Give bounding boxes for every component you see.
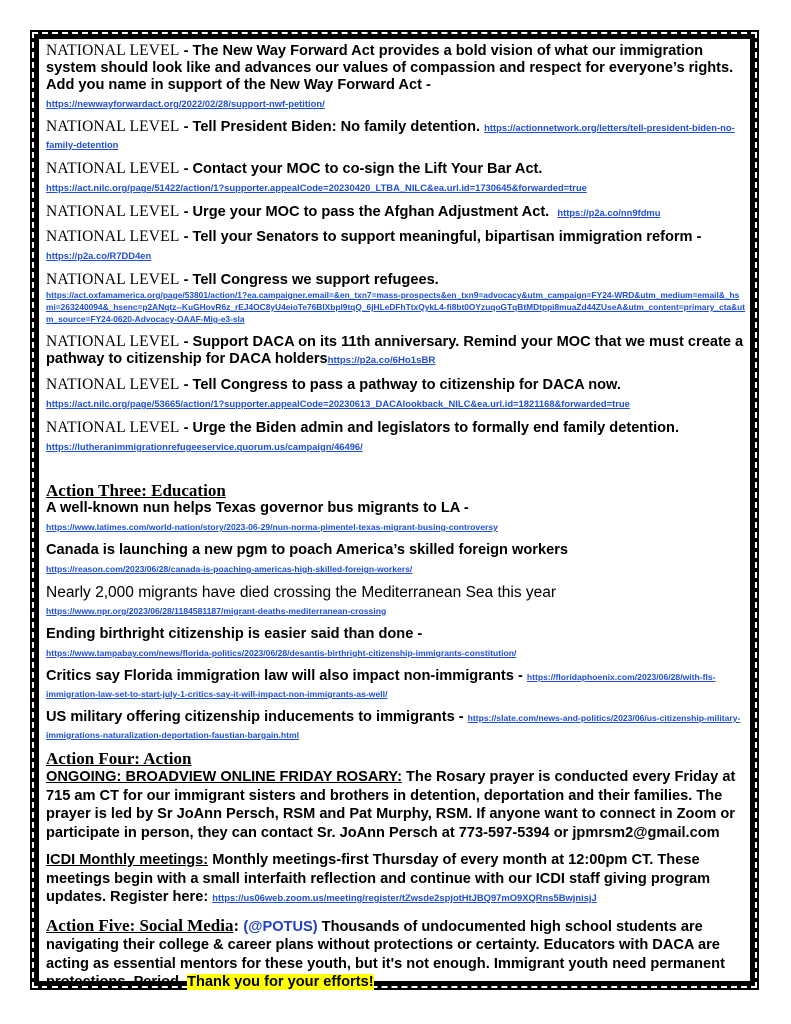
news-title: Canada is launching a new pgm to poach America’s skilled foreign workers — [46, 542, 568, 558]
news-item — [46, 584, 746, 619]
item-link[interactable]: https://act.oxfamamerica.org/page/53801/action/1?ea.campaigner.email=&en_txn7=mass-prospects&en_txn9=advocacy&utm_campaign=FY24-WRD&utm_medium=email&_hsmi=263240094&_hsenc=p2ANqtz--KuGHovR6z_rEJ4OC8yU4eioTe76BIXbpl9tqQ_6jHLeDFhTtxQykL4-fi8bt0OYzuqoGTqBtMDtppi8muaZd44ZUseA&utm_content=primary_cta&utm_source=FY24-0620-Advocacy-OAAF-Mig-e3-sla — [46, 290, 746, 324]
level-label: NATIONAL LEVEL — [46, 228, 180, 245]
item-text: - Contact your MOC to co-sign the Lift Your Bar Act. — [179, 161, 543, 177]
news-title: US military offering citizenship inducements to immigrants - — [46, 709, 464, 725]
news-link[interactable]: https://floridaphoenix.com/2023/06/28/with-fls-immigration-law-set-to-start-july-1-critics-say-it-will-impact-non-immigrants-as-well/ — [46, 672, 716, 699]
icdi-paragraph: ICDI Monthly meetings: Monthly meetings-first Thursday of every month at 12:00pm CT. These meetings begin with a small interfaith reflection and continue with our ICDI staff giving program updates. Register here: https://us06web.zoom.us/meeting/register/tZwsde2spjotHtJBQ97mO9XQRns5BwjnisjJ — [46, 852, 711, 905]
news-link[interactable]: https://www.latimes.com/world-nation/story/2023-06-29/nun-norma-pimentel-texas-migrant-busing-controversy — [46, 522, 498, 532]
item-text: - Tell Congress to pass a pathway to citizenship for DACA now. — [179, 377, 621, 393]
news-link[interactable]: https://reason.com/2023/06/28/canada-is-poaching-americas-high-skilled-foreign-workers/ — [46, 564, 413, 574]
news-item — [46, 626, 746, 661]
item-link[interactable]: https://p2a.co/nn9fdmu — [557, 207, 661, 218]
item-link[interactable]: https://p2a.co/R7DD4en — [46, 250, 152, 261]
section-heading-action: Action Four: Action — [46, 749, 192, 768]
item-link[interactable]: https://p2a.co/6Ho1sBR — [327, 355, 436, 366]
news-item — [46, 542, 746, 577]
level-label: NATIONAL LEVEL — [46, 42, 180, 59]
news-item — [46, 668, 746, 702]
level-label: NATIONAL LEVEL — [46, 160, 180, 177]
national-item — [46, 228, 746, 264]
item-text: - Tell your Senators to support meaningful, bipartisan immigration reform - — [179, 229, 702, 245]
icdi-label: ICDI Monthly meetings: — [46, 852, 209, 868]
section-heading-education: Action Three: Education — [46, 481, 226, 500]
item-text: - The New Way Forward Act provides a bold vision of what our immigration system should look like and advances our values of compassion and respect for everyone’s rights. Add you name in support of the New Way Forward Act - — [46, 43, 734, 93]
item-text: - Urge your MOC to pass the Afghan Adjustment Act. — [179, 204, 550, 220]
item-link[interactable]: https://lutheranimmigrationrefugeeservice.quorum.us/campaign/46496/ — [46, 441, 363, 452]
rosary-paragraph — [46, 768, 746, 842]
level-label: NATIONAL LEVEL — [46, 118, 180, 135]
potus-tag: (@POTUS) — [243, 918, 318, 935]
item-text: - Tell Congress we support refugees. — [179, 272, 439, 288]
national-item — [46, 160, 746, 196]
rosary-text: The Rosary prayer is conducted every Friday at 715 am CT for our immigrant sisters and brothers in detention, deportation and their families. The prayer is led by Sr JoAnn Persch, RSM and Pat Murphy, RSM. If anyone want to connect in Zoom or participate in person, they can contact Sr. JoAnn Persch at 773-597-5394 or jpmrsm2@gmail.com — [46, 769, 736, 841]
icdi-text: Monthly meetings-first Thursday of every month at 12:00pm CT. These meetings begin with a small interfaith reflection and continue with our ICDI staff giving program updates. Register here — [46, 852, 711, 905]
news-title: A well-known nun helps Texas governor bus migrants to LA - — [46, 500, 469, 516]
level-label: NATIONAL LEVEL — [46, 333, 180, 350]
news-item — [46, 500, 746, 535]
news-title: Critics say Florida immigration law will also impact non-immigrants - — [46, 668, 523, 684]
news-title: Nearly 2,000 migrants have died crossing the Mediterranean Sea this year — [46, 584, 557, 601]
news-link[interactable]: https://www.npr.org/2023/06/28/1184581187/migrant-deaths-mediterranean-crossing — [46, 606, 387, 616]
national-item — [46, 42, 746, 112]
rosary-label: ONGOING: BROADVIEW ONLINE FRIDAY ROSARY: — [46, 769, 402, 785]
newsletter-page — [46, 42, 746, 992]
news-link[interactable]: https://slate.com/news-and-politics/2023/06/us-citizenship-military-immigrations-naturalization-deportation-faustian-bargain.html — [46, 713, 741, 740]
item-link[interactable]: https://newwayforwardact.org/2022/02/28/support-nwf-petition/ — [46, 98, 325, 109]
section-heading-social: Action Five: Social Media — [46, 915, 234, 935]
national-item — [46, 271, 746, 325]
item-text: - Urge the Biden admin and legislators to formally end family detention. — [179, 420, 680, 436]
level-label: NATIONAL LEVEL — [46, 376, 180, 393]
national-item — [46, 203, 746, 221]
item-text: - Tell President Biden: No family detention. — [179, 119, 481, 135]
news-title: Ending birthright citizenship is easier said than done - — [46, 626, 423, 642]
item-link[interactable]: https://actionnetwork.org/letters/tell-president-biden-no-family-detention — [46, 122, 735, 150]
news-item — [46, 709, 746, 743]
thanks-highlight: Thank you for your efforts! — [187, 974, 374, 990]
national-item — [46, 419, 746, 455]
social-media-paragraph: Action Five: Social Media: (@POTUS) Thousands of undocumented high school students are navigating their college & career plans without protections or certainty. Educators with DACA are acting as essential mentors for these youth, but it's not enough. Immigrant youth need permanent protections. Period. Thank you for your efforts! — [46, 915, 725, 990]
level-label: NATIONAL LEVEL — [46, 203, 180, 220]
national-item — [46, 118, 746, 153]
item-text: - Support DACA on its 11th anniversary. Remind your MOC that we must create a pathway to citizenship for DACA holders — [46, 334, 744, 367]
social-text: Thousands of undocumented high school students are navigating their college & career plans without protections or certainty. Educators with DACA are acting as essential mentors for these youth, but it's not enough. Immigrant youth need permanent protections. Period. — [46, 918, 725, 990]
news-link[interactable]: https://www.tampabay.com/news/florida-politics/2023/06/28/desantis-birthright-citizenship-immigrants-constitution/ — [46, 648, 517, 658]
item-link[interactable]: https://act.nilc.org/page/53665/action/1?supporter.appealCode=20230613_DACAlookback_NILC&ea.url.id=1821168&forwarded=true — [46, 398, 630, 409]
item-link[interactable]: https://act.nilc.org/page/51422/action/1?supporter.appealCode=20230420_LTBA_NILC&ea.url.id=1730645&forwarded=true — [46, 182, 587, 193]
level-label: NATIONAL LEVEL — [46, 271, 180, 288]
level-label: NATIONAL LEVEL — [46, 419, 180, 436]
national-item — [46, 376, 746, 412]
icdi-register-link[interactable]: https://us06web.zoom.us/meeting/register/tZwsde2spjotHtJBQ97mO9XQRns5BwjnisjJ — [212, 892, 597, 903]
national-item — [46, 333, 746, 368]
